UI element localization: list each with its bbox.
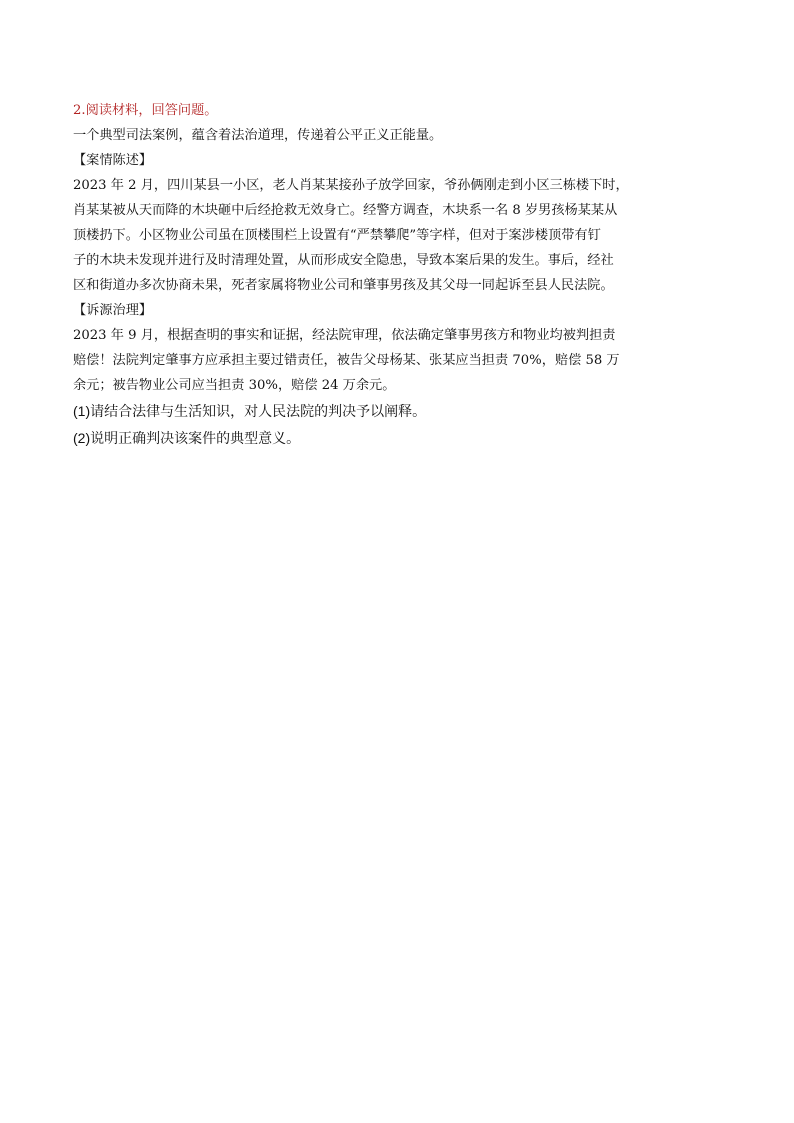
governance-line: 2023 年 9 月，根据查明的事实和证据，经法院审理，依法确定肇事男孩方和物业均被判担责 (73, 328, 616, 343)
case-line: 顶楼扔下。小区物业公司虽在顶楼围栏上设置有“严禁攀爬”等字样，但对于案涉楼顶带有钉 (73, 228, 601, 243)
governance-line: 余元；被告物业公司应当担责 30%，赔偿 24 万余元。 (73, 378, 396, 393)
section-heading-case: 【案情陈述】 (73, 153, 153, 168)
question-intro: 一个典型司法案例，蕴含着法治道理，传递着公平正义正能量。 (73, 128, 443, 143)
case-line: 子的木块未发现并进行及时清理处置，从而形成安全隐患，导致本案后果的发生。事后，经社 (73, 253, 614, 268)
case-line: 区和街道办多次协商未果，死者家属将物业公司和肇事男孩及其父母一同起诉至县人民法院。 (73, 278, 614, 293)
question-block (73, 98, 721, 452)
case-line: 肖某某被从天而降的木块砸中后经抢救无效身亡。经警方调查，木块系一名 8 岁男孩杨某某从 (73, 203, 618, 218)
question-title: 2.阅读材料，回答问题。 (73, 103, 218, 118)
case-line: 2023 年 2 月，四川某县一小区，老人肖某某接孙子放学回家，爷孙俩刚走到小区三栋楼下时， (73, 178, 629, 193)
governance-line: 赔偿！法院判定肇事方应承担主要过错责任，被告父母杨某、张某应当担责 70%，赔偿 58 万 (73, 353, 620, 368)
sub-question-1: (1)请结合法律与生活知识，对人民法院的判决予以阐释。 (73, 403, 427, 419)
sub-question-2: (2)说明正确判决该案件的典型意义。 (73, 430, 301, 446)
section-heading-governance: 【诉源治理】 (73, 303, 153, 318)
case-description (73, 173, 721, 298)
governance-description (73, 323, 721, 398)
